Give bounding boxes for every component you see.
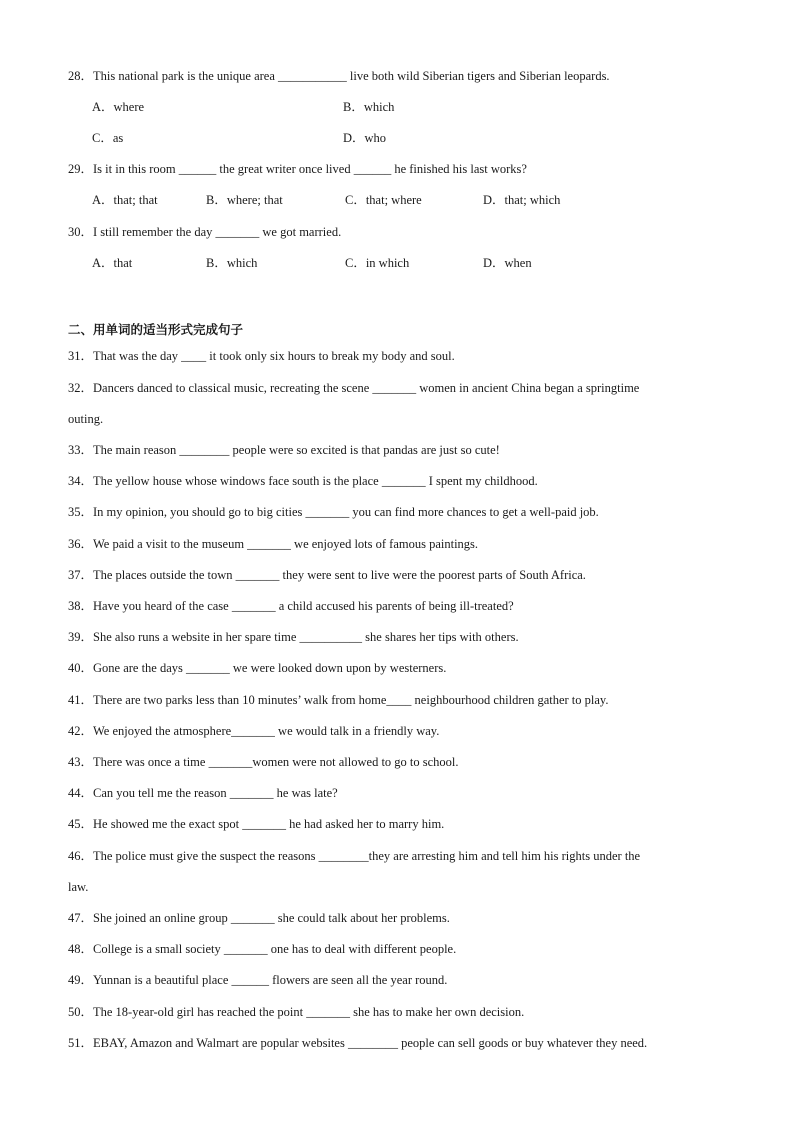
question-39: 39．She also runs a website in her spare time __________ she shares her tips with others.: [68, 630, 519, 644]
q28-option-c[interactable]: C．as: [92, 131, 124, 145]
q29-option-b[interactable]: B．where; that: [206, 193, 283, 207]
question-44: 44．Can you tell me the reason _______ he was late?: [68, 786, 338, 800]
q30-option-b[interactable]: B．which: [206, 256, 258, 270]
question-37: 37．The places outside the town _______ they were sent to live were the poorest parts of South Africa.: [68, 568, 586, 582]
q29-option-a[interactable]: A．that; that: [92, 193, 158, 207]
question-45: 45．He showed me the exact spot _______ he had asked her to marry him.: [68, 817, 445, 831]
q30-option-d[interactable]: D．when: [483, 256, 532, 270]
question-50: 50．The 18-year-old girl has reached the point _______ she has to make her own decision.: [68, 1005, 525, 1019]
q30-option-c[interactable]: C．in which: [345, 256, 410, 270]
section-title: 二、用单词的适当形式完成句子: [68, 322, 244, 337]
question-36: 36．We paid a visit to the museum _______ we enjoyed lots of famous paintings.: [68, 537, 479, 551]
question-43: 43．There was once a time _______women were not allowed to go to school.: [68, 755, 459, 769]
question-34: 34．The yellow house whose windows face south is the place _______ I spent my childhood.: [68, 474, 538, 488]
q28-option-d[interactable]: D．who: [343, 131, 387, 145]
q29-option-d[interactable]: D．that; which: [483, 193, 561, 207]
question-30: 30．I still remember the day _______ we got married.: [68, 225, 342, 239]
question-41: 41．There are two parks less than 10 minutes’ walk from home____ neighbourhood children gather to play.: [68, 693, 609, 707]
question-33: 33．The main reason ________ people were so excited is that pandas are just so cute!: [68, 443, 500, 457]
question-38: 38．Have you heard of the case _______ a child accused his parents of being ill-treated?: [68, 599, 514, 613]
question-40: 40．Gone are the days _______ we were looked down upon by westerners.: [68, 661, 447, 675]
question-51: 51．EBAY, Amazon and Walmart are popular websites ________ people can sell goods or buy whatever they need.: [68, 1036, 648, 1050]
question-46: 46．The police must give the suspect the reasons ________they are arresting him and tell him his rights under the: [68, 849, 641, 863]
question-48: 48．College is a small society _______ one has to deal with different people.: [68, 942, 457, 956]
question-42: 42．We enjoyed the atmosphere_______ we would talk in a friendly way.: [68, 724, 440, 738]
question-31: 31．That was the day ____ it took only six hours to break my body and soul.: [68, 349, 455, 363]
q28-option-b[interactable]: B．which: [343, 100, 395, 114]
question-49: 49．Yunnan is a beautiful place ______ flowers are seen all the year round.: [68, 973, 448, 987]
q29-option-c[interactable]: C．that; where: [345, 193, 422, 207]
q28-option-a[interactable]: A．where: [92, 100, 145, 114]
question-32: 32．Dancers danced to classical music, recreating the scene _______ women in ancient China began a springtime: [68, 381, 640, 395]
question-28: 28．This national park is the unique area ___________ live both wild Siberian tigers and Siberian leopards.: [68, 69, 610, 83]
question-32-continued: outing.: [68, 412, 104, 426]
q30-option-a[interactable]: A．that: [92, 256, 133, 270]
question-29: 29．Is it in this room ______ the great writer once lived ______ he finished his last works?: [68, 162, 527, 176]
question-35: 35．In my opinion, you should go to big cities _______ you can find more chances to get a well-paid job.: [68, 505, 599, 519]
question-46-continued: law.: [68, 880, 89, 894]
question-47: 47．She joined an online group _______ she could talk about her problems.: [68, 911, 450, 925]
